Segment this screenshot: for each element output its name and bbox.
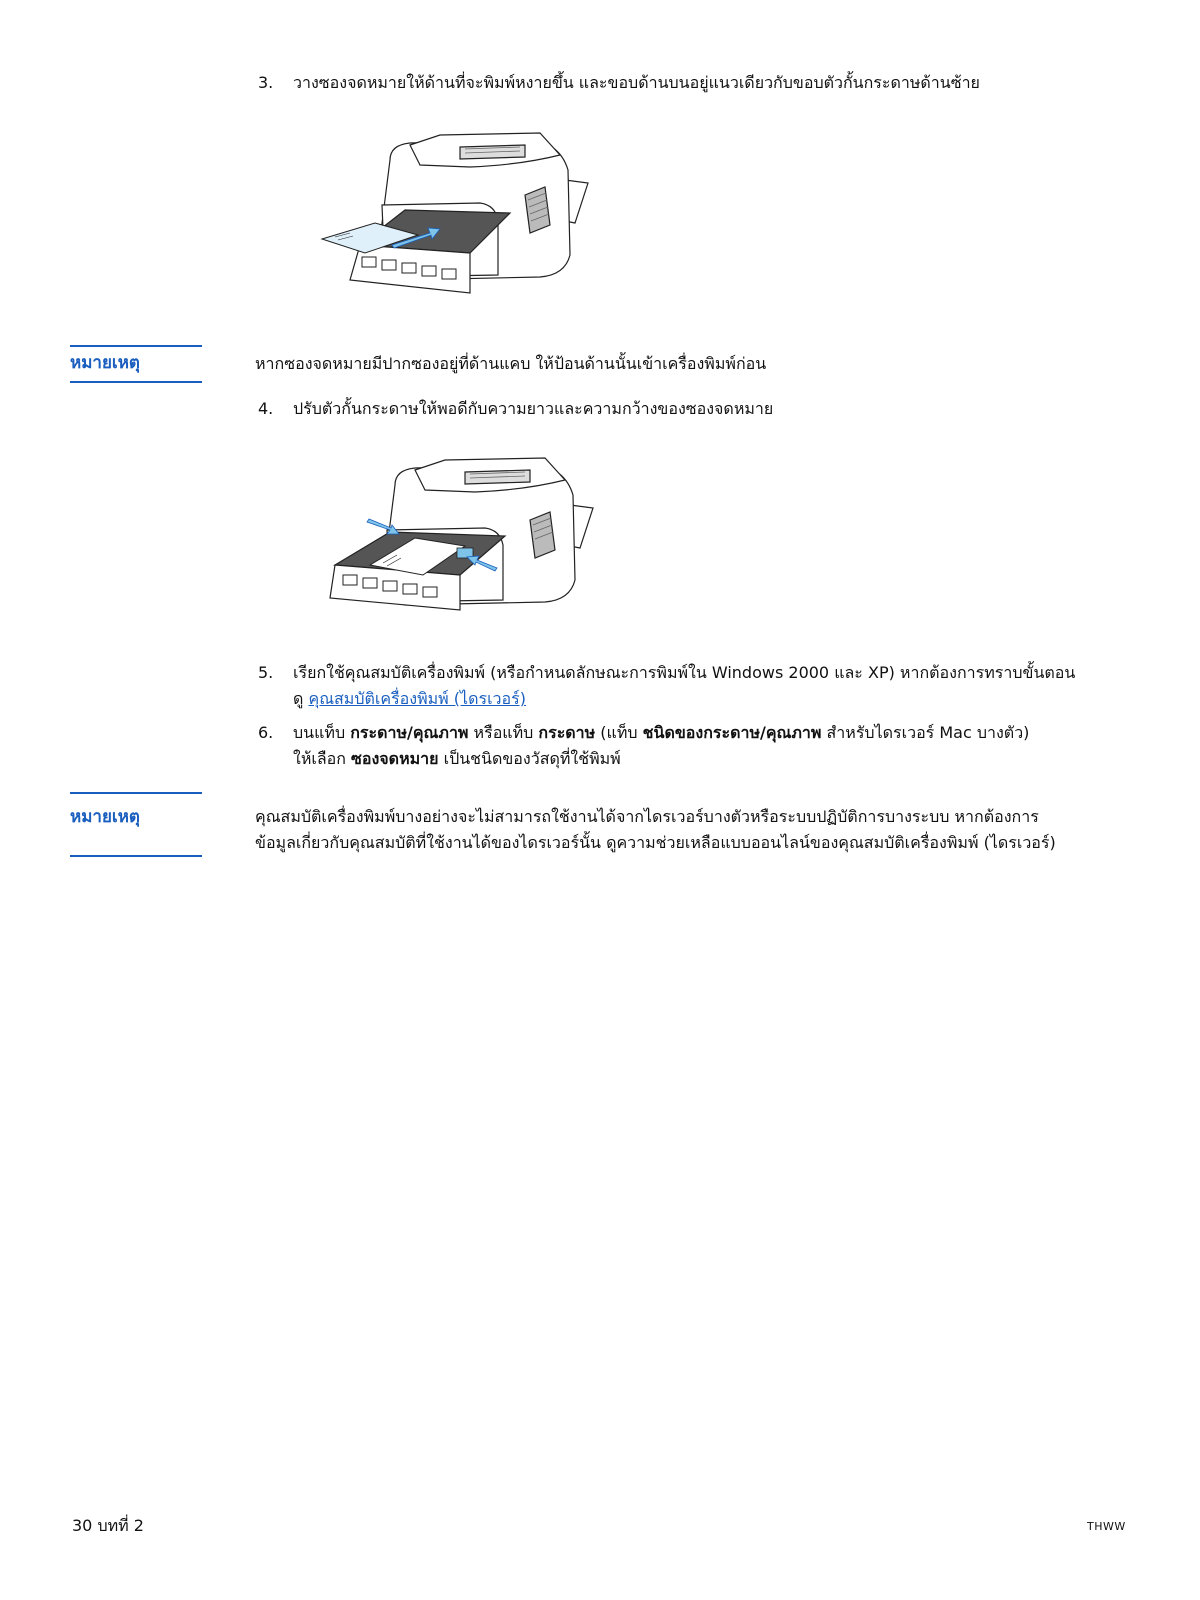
step-6-part-3: (แท็บ: [595, 723, 643, 742]
step-6-line-2-post: เป็นชนิดของวัสดุที่ใช้พิมพ์: [438, 749, 621, 768]
step-6-line-2: [293, 746, 621, 772]
step-6-line-1: [293, 720, 1029, 746]
printer-illustration-insert-envelope: [320, 125, 600, 315]
note-2-line-1: คุณสมบัติเครื่องพิมพ์บางอย่างจะไม่สามารถใช้งานได้จากไดรเวอร์บางตัวหรือระบบปฏิบัติการบางระบบ หากต้องการ: [255, 807, 1039, 826]
note-1-top-rule: [70, 345, 202, 347]
step-3-text: วางซองจดหมายให้ด้านที่จะพิมพ์หงายขึ้น และขอบด้านบนอยู่แนวเดียวกับขอบตัวกั้นกระดาษด้านซ้าย: [293, 73, 980, 92]
step-6-bold-paper: กระดาษ: [538, 723, 596, 742]
note-1-bottom-rule: [70, 381, 202, 383]
step-4-text: ปรับตัวกั้นกระดาษให้พอดีกับความยาวและความกว้างของซองจดหมาย: [293, 399, 774, 418]
step-4-number: 4.: [258, 399, 274, 418]
note-2-top-rule: [70, 792, 202, 794]
printer-illustration-adjust-guides: [335, 460, 615, 650]
printer-properties-link[interactable]: คุณสมบัติเครื่องพิมพ์ (ไดรเวอร์): [308, 689, 526, 708]
step-6-bold-envelope: ซองจดหมาย: [351, 749, 439, 768]
step-6-number: 6.: [258, 723, 274, 742]
note-1-label: หมายเหตุ: [70, 353, 140, 373]
note-1-text: หากซองจดหมายมีปากซองอยู่ที่ด้านแคบ ให้ป้อนด้านนั้นเข้าเครื่องพิมพ์ก่อน: [255, 354, 767, 373]
step-5-line-1: เรียกใช้คุณสมบัติเครื่องพิมพ์ (หรือกำหนดลักษณะการพิมพ์ใน Windows 2000 และ XP) หากต้องการทราบขั้นตอน: [293, 663, 1076, 682]
note-2-label: หมายเหตุ: [70, 807, 140, 827]
step-6-part-1: บนแท็บ: [293, 723, 351, 742]
step-6-part-2: หรือแท็บ: [468, 723, 539, 742]
note-2-line-2: ข้อมูลเกี่ยวกับคุณสมบัติที่ใช้งานได้ของไดรเวอร์นั้น ดูความช่วยเหลือแบบออนไลน์ของคุณสมบัติเครื่องพิมพ์ (ไดรเวอร์): [255, 833, 1056, 852]
step-6-line-2-pre: ให้เลือก: [293, 749, 352, 768]
step-6-bold-paper-quality: กระดาษ/คุณภาพ: [350, 723, 469, 742]
step-5-number: 5.: [258, 663, 274, 682]
step-6-part-4: สำหรับไดรเวอร์ Mac บางตัว): [821, 723, 1030, 742]
note-2-bottom-rule: [70, 855, 202, 857]
step-5-see-text: ดู: [293, 689, 304, 708]
step-6-bold-paper-type: ชนิดของกระดาษ/คุณภาพ: [642, 723, 822, 742]
footer-code: THWW: [1087, 1520, 1126, 1533]
step-3-number: 3.: [258, 73, 274, 92]
step-5-line-2: [293, 686, 526, 712]
page-number: 30 บทที่ 2: [72, 1516, 144, 1535]
